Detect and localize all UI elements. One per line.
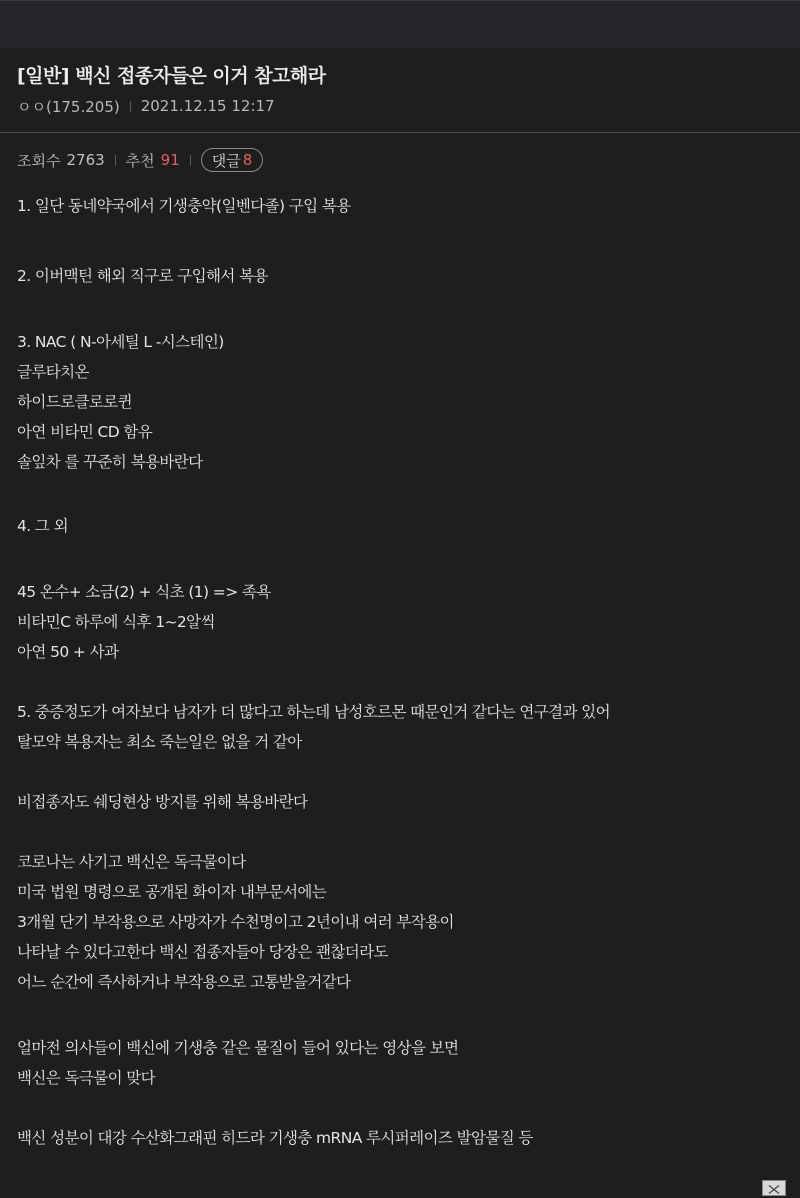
body-line: 3. NAC ( N-아세틸 L -시스테인) [17, 333, 224, 351]
comments-count: 8 [242, 151, 253, 169]
body-line: 미국 법원 명령으로 공개된 화이자 내부문서에는 [17, 883, 327, 901]
close-button[interactable] [762, 1180, 786, 1196]
comments-button[interactable] [201, 148, 264, 172]
meta-divider [130, 101, 131, 112]
body-line: 어느 순간에 즉사하거나 부작용으로 고통받을거같다 [17, 973, 351, 991]
body-line: 2. 이버맥틴 해외 직구로 구입해서 복용 [17, 267, 268, 285]
post-title: [일반] 백신 접종자들은 이거 참고해라 [17, 65, 326, 87]
post-stats [17, 147, 263, 173]
body-line: 코로나는 사기고 백신은 독극물이다 [17, 853, 246, 871]
author-name[interactable]: ㅇㅇ(175.205) [17, 97, 120, 116]
body-line: 3개월 단기 부작용으로 사망자가 수천명이고 2년이내 여러 부작용이 [17, 913, 454, 931]
close-icon [768, 1179, 780, 1198]
body-line: 아연 비타민 CD 함유 [17, 423, 153, 441]
post-header [17, 60, 783, 118]
body-line: 비타민C 하루에 식후 1~2알씩 [17, 613, 215, 631]
recommend-count: 91 [160, 151, 180, 169]
body-line: 나타날 수 있다고한다 백신 접종자들아 당장은 괜찮더라도 [17, 943, 388, 961]
body-line: 백신 성분이 대강 수산화그래핀 히드라 기생충 mRNA 루시퍼레이즈 발암물질 등 [17, 1129, 533, 1147]
body-line: 얼마전 의사들이 백신에 기생충 같은 물질이 들어 있다는 영상을 보면 [17, 1039, 459, 1057]
recommend-label: 추천 [125, 151, 155, 170]
comments-label: 댓글 [211, 151, 241, 170]
views-label: 조회수 [17, 151, 61, 170]
body-line: 하이드로클로로퀸 [17, 393, 132, 411]
body-line: 1. 일단 동네약국에서 기생충약(일벤다졸) 구입 복용 [17, 197, 351, 215]
top-bar [0, 0, 800, 48]
body-line: 아연 50 + 사과 [17, 643, 119, 661]
post-meta [17, 94, 783, 118]
body-line: 45 온수+ 소금(2) + 식초 (1) => 족욕 [17, 583, 271, 601]
stats-divider [190, 155, 191, 166]
post-datetime: 2021.12.15 12:17 [140, 97, 275, 115]
body-line: 비접종자도 쉐딩현상 방지를 위해 복용바란다 [17, 793, 308, 811]
views-count: 2763 [66, 151, 105, 169]
body-line: 탈모약 복용자는 최소 죽는일은 없을 거 같아 [17, 733, 302, 751]
body-line: 솔잎차 를 꾸준히 복용바란다 [17, 453, 203, 471]
body-line: 4. 그 외 [17, 517, 68, 535]
stats-divider [115, 155, 116, 166]
header-divider [0, 132, 800, 133]
body-line: 글루타치온 [17, 363, 89, 381]
body-line: 5. 중증정도가 여자보다 남자가 더 많다고 하는데 남성호르몬 때문인거 같다는 연구결과 있어 [17, 703, 610, 721]
body-line: 백신은 독극물이 맞다 [17, 1069, 156, 1087]
